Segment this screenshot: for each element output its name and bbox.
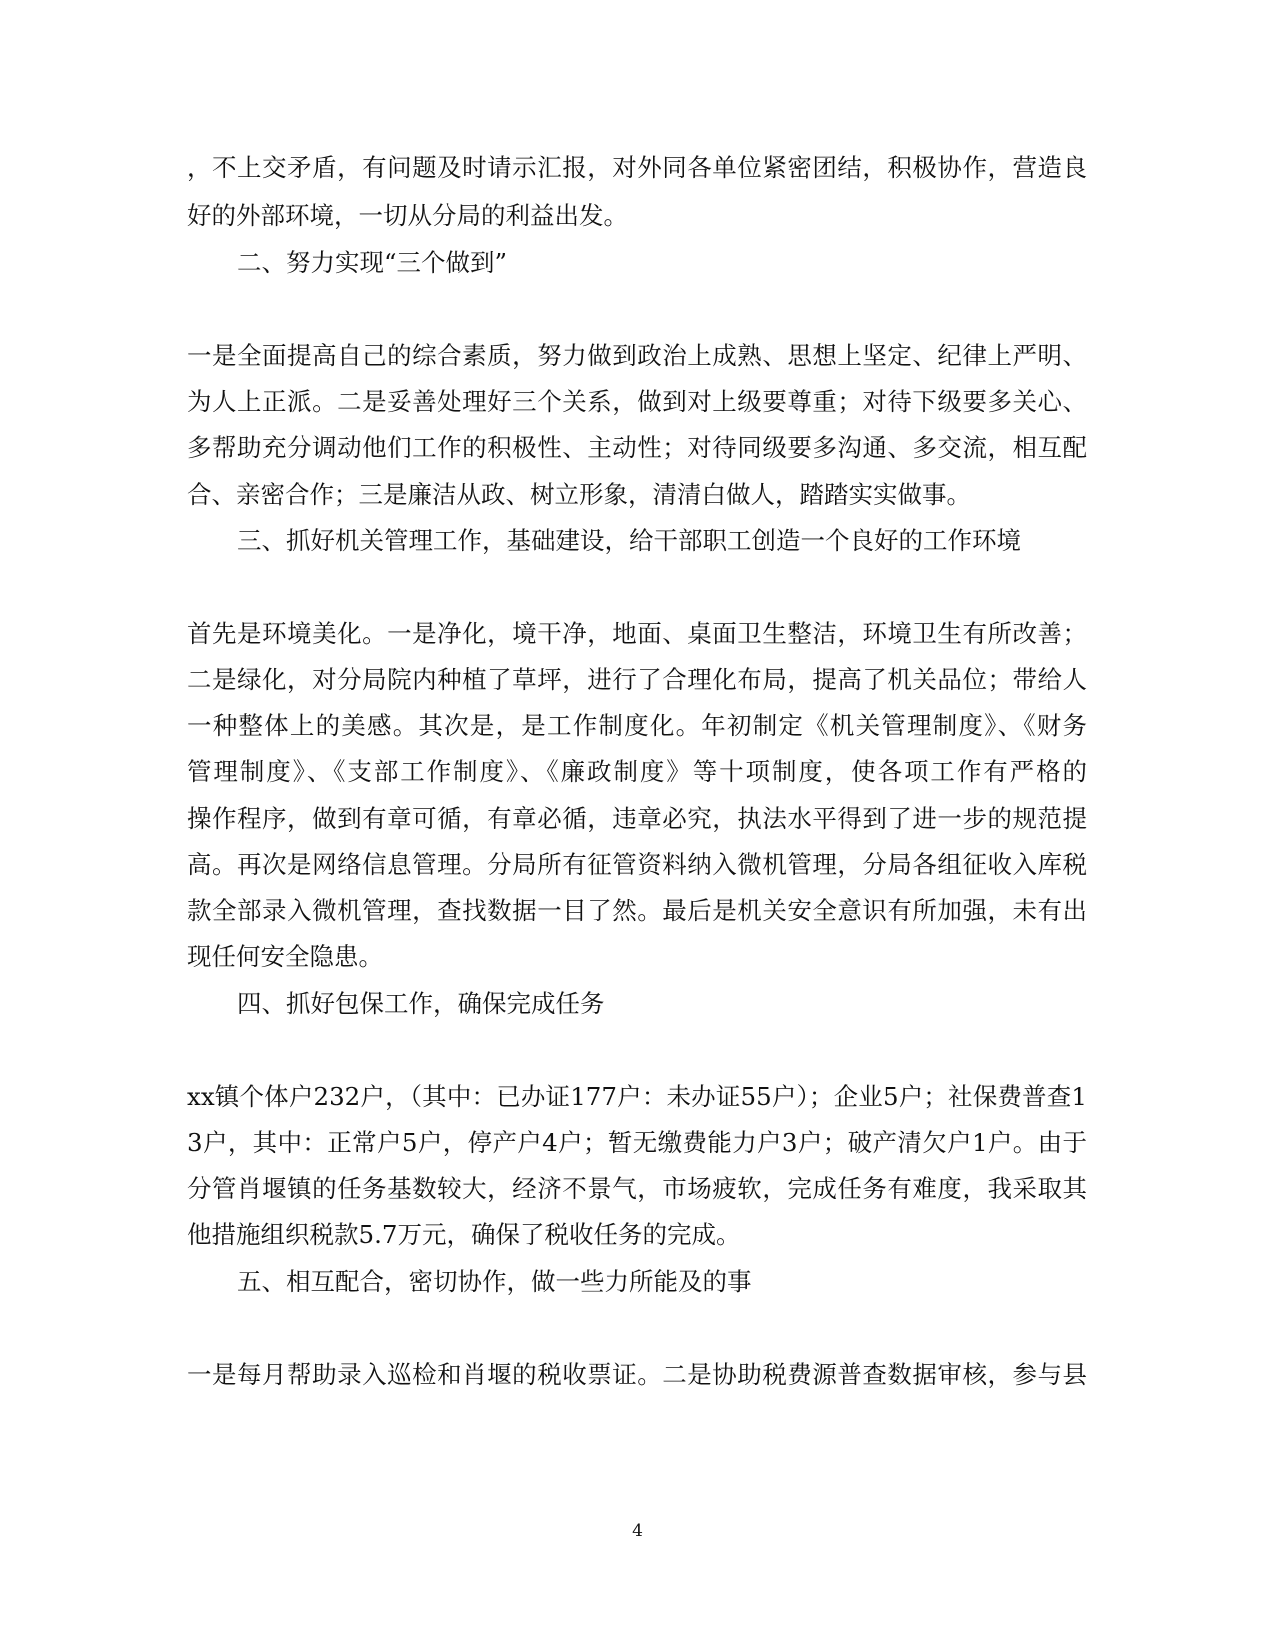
body-line: 3户，其中：正常户5户，停产户4户；暂无缴费能力户3户；破产清欠户1户。由于	[187, 1128, 1087, 1157]
body-line: 现任何安全隐患。	[187, 942, 383, 971]
body-line: 一种整体上的美感。其次是，是工作制度化。年初制定《机关管理制度》、《财务	[187, 711, 1087, 740]
body-line: 一是全面提高自己的综合素质，努力做到政治上成熟、思想上坚定、纪律上严明、	[187, 341, 1087, 370]
body-line: 他措施组织税款5.7万元，确保了税收任务的完成。	[187, 1220, 741, 1249]
body-line: xx镇个体户232户，（其中：已办证177户：未办证55户）；企业5户；社保费普查1	[187, 1082, 1087, 1111]
body-line: 好的外部环境，一切从分局的利益出发。	[187, 201, 628, 230]
body-line: 高。再次是网络信息管理。分局所有征管资料纳入微机管理，分局各组征收入库税	[187, 850, 1087, 879]
body-line: 管理制度》、《支部工作制度》、《廉政制度》等十项制度，使各项工作有严格的	[187, 757, 1087, 786]
body-line: 分管肖堰镇的任务基数较大，经济不景气，市场疲软，完成任务有难度，我采取其	[187, 1174, 1087, 1203]
body-line: 款全部录入微机管理，查找数据一目了然。最后是机关安全意识有所加强，未有出	[187, 896, 1087, 925]
body-line: 一是每月帮助录入巡检和肖堰的税收票证。二是协助税费源普查数据审核，参与县	[187, 1360, 1087, 1389]
body-line: 操作程序，做到有章可循，有章必循，违章必究，执法水平得到了进一步的规范提	[187, 804, 1087, 833]
body-line: 合、亲密合作；三是廉洁从政、树立形象，清清白做人，踏踏实实做事。	[187, 480, 971, 509]
page-number: 4	[632, 1521, 643, 1541]
section-heading: 四、抓好包保工作，确保完成任务	[237, 989, 605, 1018]
body-line: 首先是环境美化。一是净化，境干净，地面、桌面卫生整洁，环境卫生有所改善；	[187, 619, 1087, 648]
body-line: 多帮助充分调动他们工作的积极性、主动性；对待同级要多沟通、多交流，相互配	[187, 433, 1087, 462]
body-line: 为人上正派。二是妥善处理好三个关系，做到对上级要尊重；对待下级要多关心、	[187, 387, 1087, 416]
section-heading: 五、相互配合，密切协作，做一些力所能及的事	[237, 1267, 752, 1296]
section-heading: 三、抓好机关管理工作，基础建设，给干部职工创造一个良好的工作环境	[237, 526, 1021, 555]
body-line: 二是绿化，对分局院内种植了草坪，进行了合理化布局，提高了机关品位；带给人	[187, 665, 1087, 694]
section-heading: 二、努力实现“三个做到”	[237, 248, 508, 277]
body-line: ，不上交矛盾，有问题及时请示汇报，对外同各单位紧密团结，积极协作，营造良	[187, 153, 1087, 182]
